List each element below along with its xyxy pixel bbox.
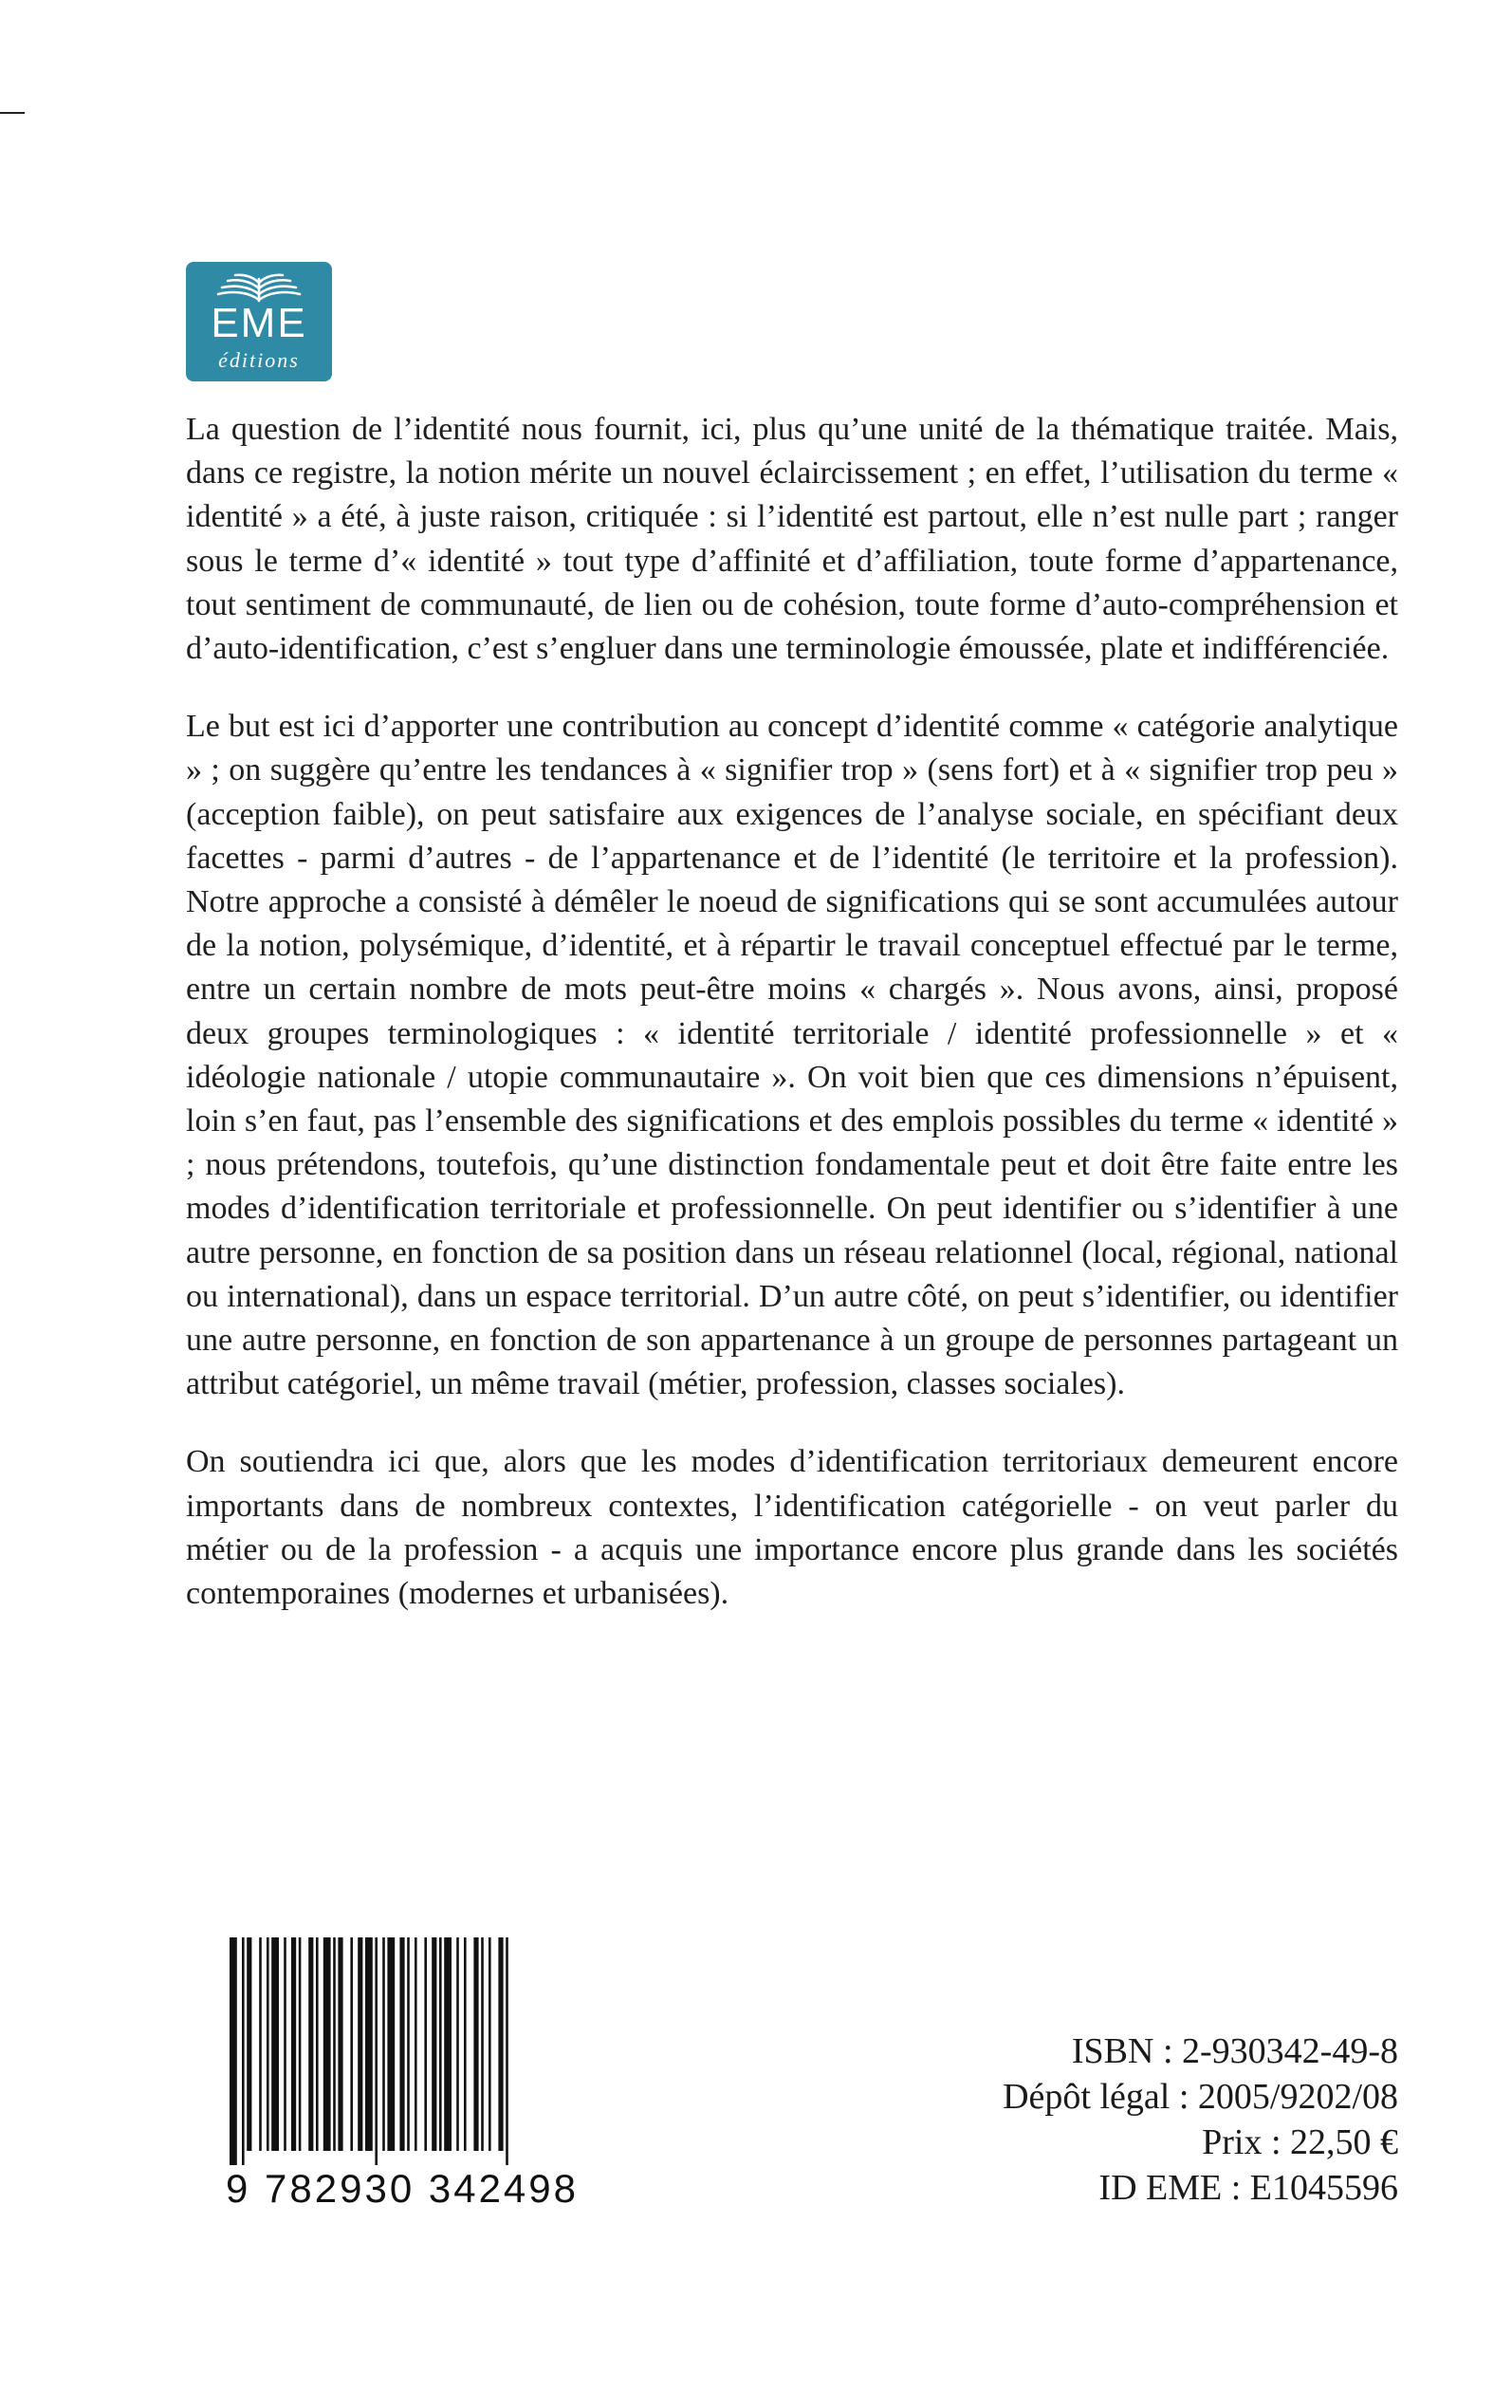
barcode-bar [498,1937,503,2151]
logo-subtitle: éditions [218,348,300,372]
barcode-bar [333,1937,336,2151]
barcode-bar [444,1937,452,2151]
crop-mark [0,112,25,114]
isbn-barcode [226,1937,596,2211]
barcode-bar [365,1937,373,2151]
barcode-bar [415,1937,417,2151]
barcode-bar [489,1937,491,2151]
barcode-digits: 9 782930 342498 [226,2166,579,2211]
barcode-bar [291,1937,296,2151]
price-line: Prix : 22,50 € [1202,2122,1398,2162]
eme-id-line: ID EME : E1045596 [1098,2168,1398,2208]
barcode-bar [407,1937,410,2151]
book-info [867,2028,1398,2211]
barcode-bar [316,1937,319,2151]
barcode-bar [506,1937,508,2165]
barcode-icon [226,1937,596,2165]
paragraph: Le but est ici d’apporter une contribution au concept d’identité comme « catégorie analytique » ; on suggère qu’entre les tendances à « signifier trop » (sens fort) et à « signifier trop peu » (acception faible), on peut satisfaire aux exigences de l’analyse sociale, en spécifiant deux facettes - parmi d’autres - de l’appartenance et de l’identité (le territoire et la profession). Notre approche a consisté à démêler le noeud de significations qui se sont accumulées autour de la notion, polysémique, d’identité, et à répartir le travail conceptuel effectué par le terme, entre un certain nombre de mots peut-être moins « chargés ». Nous avons, ainsi, proposé deux groupes terminologiques : « identité territoriale / identité professionnelle » et « idéologie nationale / utopie communautaire ». On voit bien que ces dimensions n’épuisent, loin s’en faut, pas l’ensemble des significations et des emplois possibles du terme « identité » ; nous prétendons, toutefois, qu’une distinction fondamentale peut et doit être faite entre les modes d’identification territoriale et professionnelle. On peut identifier ou s’identifier à une autre personne, en fonction de sa position dans un réseau relationnel (local, régional, national ou international), dans un espace territorial. D’un autre côté, on peut s’identifier, ou identifier une autre personne, en fonction de son appartenance à un groupe de personnes partageant un attribut catégoriel, un même travail (métier, profession, classes sociales). [186,709,1398,1402]
barcode-bar [439,1937,442,2151]
barcode-bar [308,1937,313,2151]
barcode-bar [473,1937,478,2151]
barcode-bar [399,1937,404,2151]
paragraph: La question de l’identité nous fournit, ici, plus qu’une unité de la thématique traitée. Mais, dans ce registre, la notion mérite un nouvel éclaircissement ; en effet, l’utilisation du terme « identité » a été, à juste raison, critiquée : si l’identité est partout, elle n’est nulle part ; ranger sous le terme d’« identité » tout type d’affinité et d’affiliation, toute forme d’appartenance, tout sentiment de communauté, de lien ou de cohésion, toute forme d’auto-compréhension et d’auto-identification, c’est s’engluer dans une terminologie émoussée, plate et indifférenciée. [186,412,1398,667]
barcode-bar [350,1937,353,2151]
barcode-bar [242,1937,245,2165]
barcode-bar [230,1937,237,2165]
open-book-icon [214,271,304,304]
logo-brand-text: EME [211,300,307,346]
barcode-bar [456,1937,459,2151]
legal-deposit-line: Dépôt légal : 2005/9202/08 [1003,2077,1398,2117]
barcode-bar [271,1937,279,2151]
barcode-bar [481,1937,484,2151]
barcode-bar [299,1937,302,2151]
barcode-bar [284,1937,286,2151]
barcode-bar [387,1937,395,2151]
barcode-bar [424,1937,427,2151]
barcode-bar [382,1937,385,2151]
barcode-bar [464,1937,467,2151]
barcode-bar [358,1937,362,2151]
barcode-bar [247,1937,251,2151]
publisher-logo [186,262,332,381]
barcode-bar [267,1937,269,2151]
barcode-bar [323,1937,331,2151]
paragraph: On soutiendra ici que, alors que les modes d’identification territoriaux demeurent encore importants dans de nombreux contextes, l’identification catégorielle - on veut parler du métier ou de la profession - a acquis une importance encore plus grande dans les sociétés contemporaines (modernes et urbanisées). [186,1444,1398,1612]
barcode-bar [259,1937,262,2151]
barcode-bar [375,1937,378,2165]
isbn-line: ISBN : 2-930342-49-8 [1071,2031,1398,2071]
barcode-bar [432,1937,436,2151]
back-cover-text [186,408,1398,1650]
barcode-bar [338,1937,342,2151]
